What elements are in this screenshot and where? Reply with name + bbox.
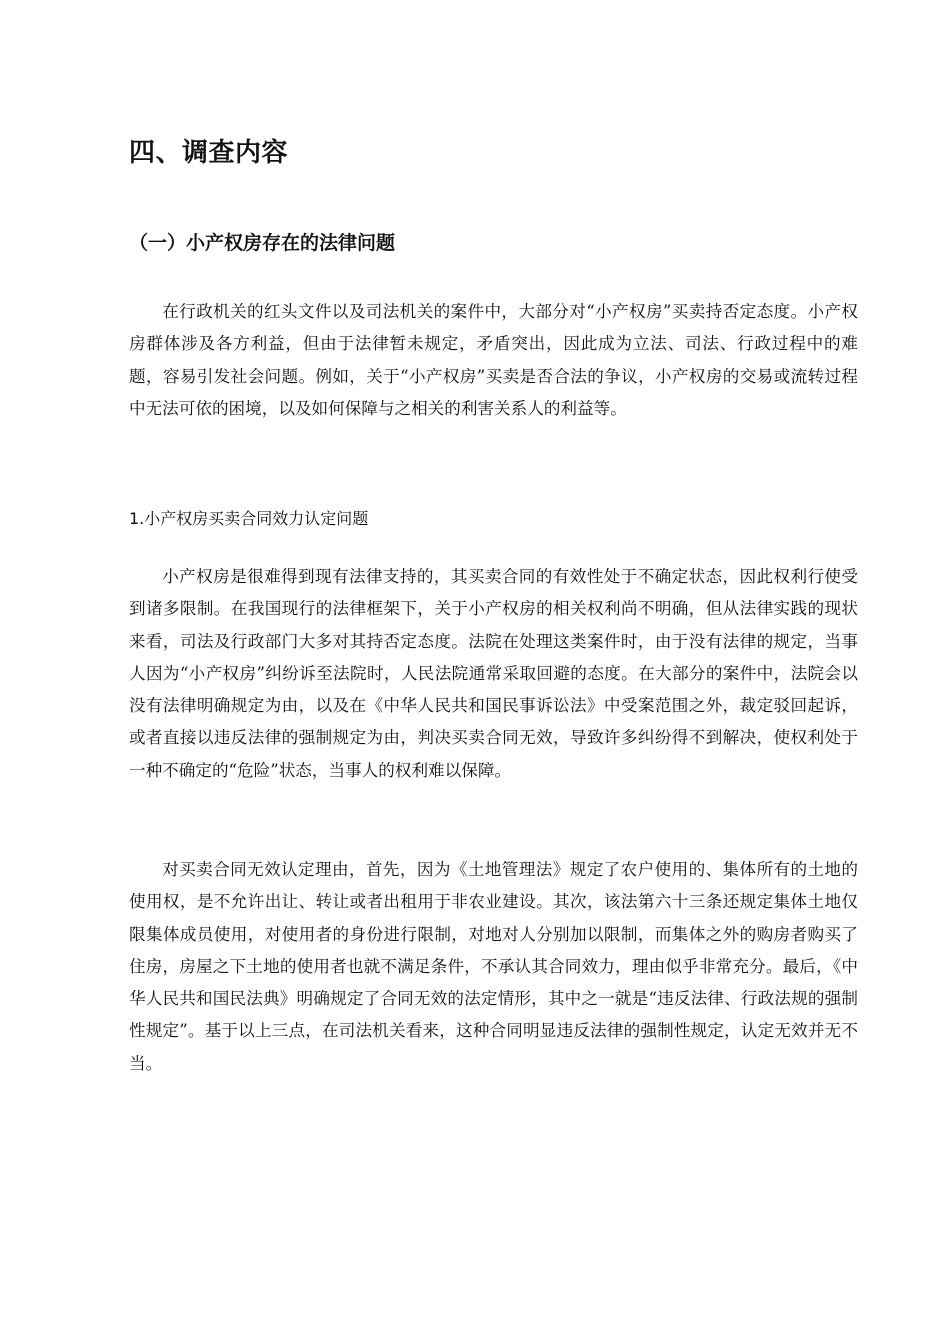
paragraph-invalidity-reasons: 对买卖合同无效认定理由，首先，因为《土地管理法》规定了农户使用的、集体所有的土地的使用权，是不允许出让、转让或者出租用于非农业建设。其次，该法第六十三条还规定集体土地仅限集体成员使用，对使用者的身份进行限制，对地对人分别加以限制，而集体之外的购房者购买了住房，房屋之下土地的使用者也就不满足条件，不承认其合同效力，理由似乎非常充分。最后，《中华人民共和国民法典》明确规定了合同无效的法定情形，其中之一就是“违反法律、行政法规的强制性规定”。基于以上三点，在司法机关看来，这种合同明显违反法律的强制性规定，认定无效并无不当。 <box>129 860 858 1073</box>
section-heading: 四、调查内容 <box>129 138 289 168</box>
paragraph-intro: 在行政机关的红头文件以及司法机关的案件中，大部分对“小产权房”买卖持否定态度。小产权房群体涉及各方利益，但由于法律暂未规定，矛盾突出，因此成为立法、司法、行政过程中的难题，容易引发社会问题。例如，关于“小产权房”买卖是否合法的争议，小产权房的交易或流转过程中无法可依的困境，以及如何保障与之相关的利害关系人的利益等。 <box>129 302 858 418</box>
item-heading: 1.小产权房买卖合同效力认定问题 <box>129 509 369 528</box>
paragraph-contract-validity: 小产权房是很难得到现有法律支持的，其买卖合同的有效性处于不确定状态，因此权利行使受到诸多限制。在我国现行的法律框架下，关于小产权房的相关权利尚不明确，但从法律实践的现状来看，司法及行政部门大多对其持否定态度。法院在处理这类案件时，由于没有法律的规定，当事人因为“小产权房”纠纷诉至法院时，人民法院通常采取回避的态度。在大部分的案件中，法院会以没有法律明确规定为由，以及在《中华人民共和国民事诉讼法》中受案范围之外，裁定驳回起诉，或者直接以违反法律的强制规定为由，判决买卖合同无效，导致许多纠纷得不到解决，使权利处于一种不确定的“危险”状态，当事人的权利难以保障。 <box>129 567 858 780</box>
subsection-heading: （一）小产权房存在的法律问题 <box>129 232 396 254</box>
